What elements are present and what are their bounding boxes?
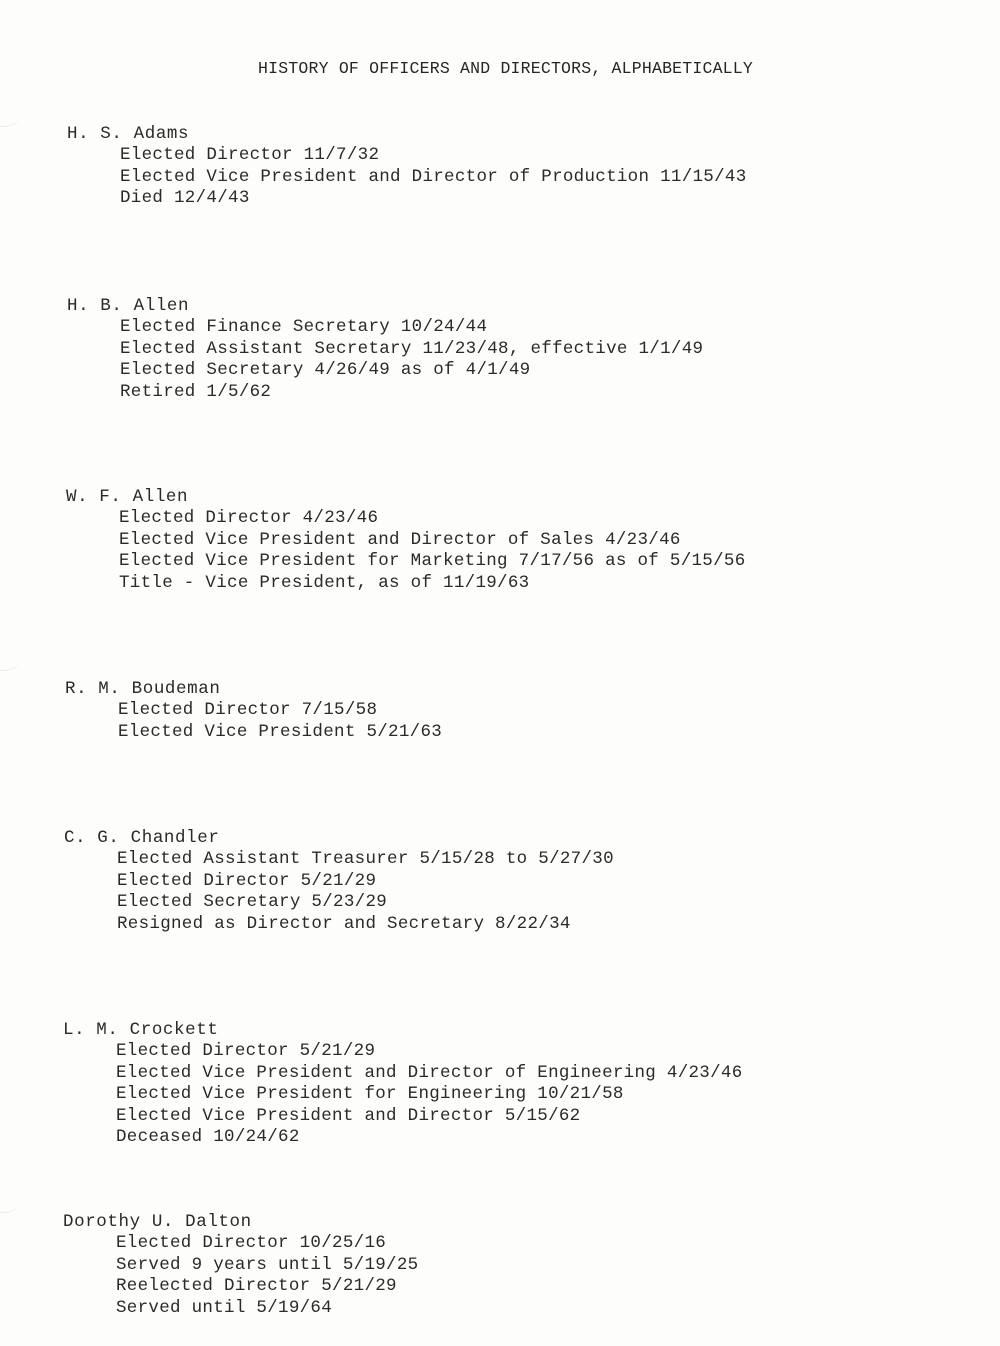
- event-line: Elected Vice President for Engineering 10/21/58: [116, 1084, 624, 1105]
- officer-name: H. B. Allen: [67, 296, 190, 316]
- officer-entry-crockett: [63, 1020, 743, 1148]
- officer-name: H. S. Adams: [67, 124, 190, 144]
- event-line: Elected Director 5/21/29: [117, 870, 377, 891]
- event-line: Elected Finance Secretary 10/24/44: [120, 317, 488, 338]
- officer-events: [117, 849, 614, 935]
- event-line: Elected Vice President and Director of Production 11/15/43: [120, 166, 747, 187]
- event-line: Elected Director 10/25/16: [116, 1233, 387, 1254]
- event-line: Elected Director 11/7/32: [120, 145, 380, 166]
- officer-name: L. M. Crockett: [63, 1020, 219, 1040]
- event-line: Deceased 10/24/62: [116, 1127, 300, 1148]
- event-line: Served until 5/19/64: [116, 1297, 333, 1318]
- event-line: Elected Director 5/21/29: [116, 1041, 376, 1062]
- officer-events: [118, 700, 442, 743]
- event-line: Elected Vice President for Marketing 7/17/56 as of 5/15/56: [119, 551, 746, 572]
- event-line: Title - Vice President, as of 11/19/63: [119, 572, 530, 593]
- punch-hole-shadow: [0, 104, 20, 127]
- officer-events: [119, 508, 746, 594]
- officer-entry-wf-allen: [66, 487, 746, 594]
- event-line: Elected Vice President and Director of Sales 4/23/46: [119, 529, 681, 550]
- officer-entry-hb-allen: [67, 296, 703, 403]
- event-line: Resigned as Director and Secretary 8/22/34: [117, 913, 571, 934]
- officer-events: [120, 145, 747, 209]
- event-line: Retired 1/5/62: [120, 381, 272, 402]
- event-line: Elected Secretary 5/23/29: [117, 892, 388, 913]
- officer-entry-adams: [67, 124, 747, 210]
- event-line: Served 9 years until 5/19/25: [116, 1254, 419, 1275]
- officer-events: [120, 317, 703, 403]
- event-line: Elected Vice President 5/21/63: [118, 721, 443, 742]
- officer-entry-dalton: [63, 1212, 418, 1319]
- event-line: Elected Assistant Secretary 11/23/48, effective 1/1/49: [120, 338, 704, 359]
- event-line: Elected Director 7/15/58: [118, 700, 378, 721]
- event-line: Elected Secretary 4/26/49 as of 4/1/49: [120, 360, 531, 381]
- officer-name: W. F. Allen: [66, 487, 189, 507]
- officer-entry-chandler: [64, 828, 614, 935]
- event-line: Elected Vice President and Director of Engineering 4/23/46: [116, 1062, 743, 1083]
- officer-name: C. G. Chandler: [64, 828, 220, 848]
- event-line: Elected Director 4/23/46: [119, 508, 379, 529]
- event-line: Elected Assistant Treasurer 5/15/28 to 5/27/30: [117, 849, 614, 870]
- officer-events: [116, 1233, 418, 1319]
- page-title: HISTORY OF OFFICERS AND DIRECTORS, ALPHABETICALLY: [258, 59, 753, 78]
- officer-entry-boudeman: [65, 679, 442, 743]
- event-line: Elected Vice President and Director 5/15/62: [116, 1105, 581, 1126]
- event-line: Died 12/4/43: [120, 188, 250, 209]
- punch-hole-shadow: [0, 1190, 20, 1213]
- event-line: Reelected Director 5/21/29: [116, 1276, 397, 1297]
- officer-name: Dorothy U. Dalton: [63, 1212, 252, 1232]
- officer-name: R. M. Boudeman: [65, 679, 221, 699]
- officer-events: [116, 1041, 743, 1148]
- punch-hole-shadow: [0, 648, 20, 671]
